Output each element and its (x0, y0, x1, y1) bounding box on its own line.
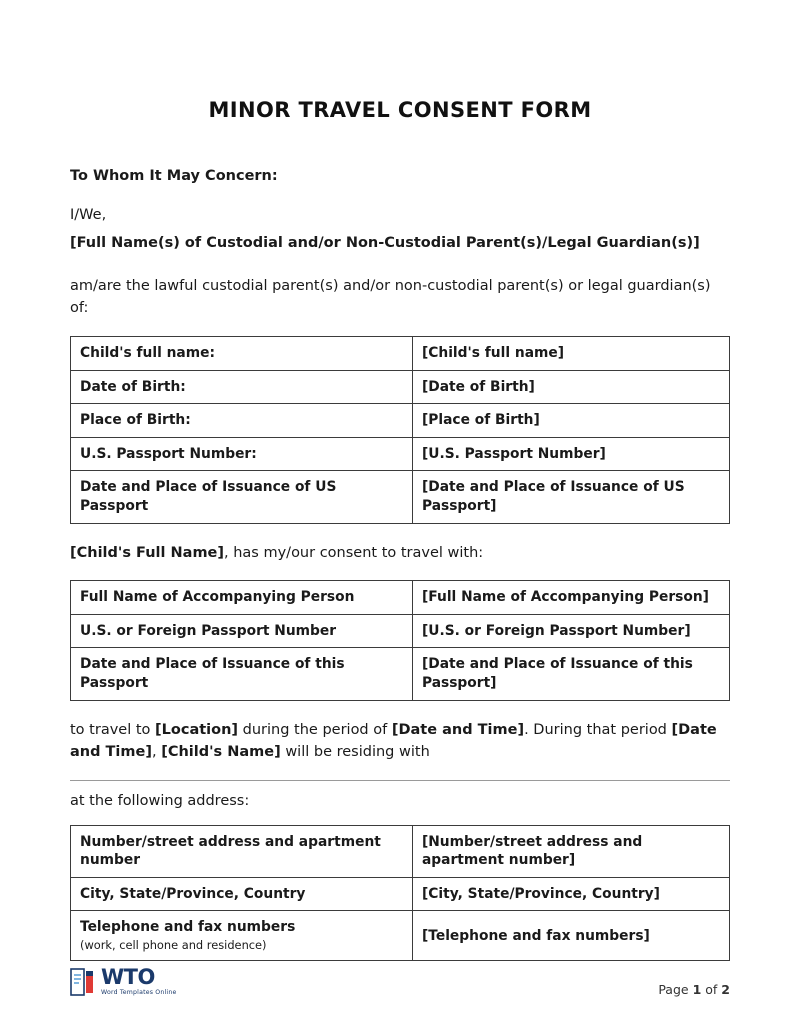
logo-tagline: Word Templates Online (101, 989, 177, 997)
page-number (658, 982, 730, 997)
consent-statement (70, 542, 730, 564)
page-of: of (705, 982, 718, 997)
page-total: 2 (721, 982, 730, 997)
travel-period-placeholder: [Date and Time] (391, 721, 525, 738)
document-book-icon (70, 967, 96, 997)
table-row (71, 336, 730, 370)
city-country-label: City, State/Province, Country (71, 877, 413, 911)
table-row (71, 911, 730, 961)
travel-text-5: will be residing with (280, 744, 430, 761)
travel-text-4: , (151, 744, 162, 761)
table-row (71, 370, 730, 404)
intro-line-1: I/We, (70, 207, 107, 223)
page-current: 1 (692, 982, 702, 997)
companion-passport-label: U.S. or Foreign Passport Number (71, 614, 413, 648)
table-row (71, 404, 730, 438)
travel-paragraph (70, 719, 730, 764)
child-details-table (70, 336, 730, 524)
accompanying-person-table (70, 580, 730, 701)
page-prefix: Page (658, 982, 689, 997)
page-title: MINOR TRAVEL CONSENT FORM (208, 98, 592, 122)
page-footer (70, 967, 730, 997)
companion-name-label: Full Name of Accompanying Person (71, 581, 413, 615)
city-country-value[interactable]: [City, State/Province, Country] (412, 877, 729, 911)
street-address-value[interactable]: [Number/street address and apartment number] (412, 825, 729, 877)
salutation: To Whom It May Concern: (70, 168, 278, 184)
intro-line-2-placeholder: [Full Name(s) of Custodial and/or Non-Custodial Parent(s)/Legal Guardian(s)] (70, 235, 700, 252)
travel-location-placeholder: [Location] (155, 721, 239, 738)
travel-text-1: to travel to (70, 721, 156, 738)
logo-text (101, 967, 176, 996)
travel-text-3: . During that period (524, 721, 672, 738)
companion-name-value[interactable]: [Full Name of Accompanying Person] (412, 581, 729, 615)
table-row (71, 825, 730, 877)
companion-passport-issuance-value[interactable]: [Date and Place of Issuance of this Passport] (412, 648, 729, 700)
logo-wto-text: WTO (101, 965, 155, 990)
address-intro: at the following address: (70, 792, 250, 809)
residence-address-table (70, 825, 730, 962)
travel-child-placeholder: [Child's Name] (161, 744, 281, 761)
wto-logo (70, 967, 176, 997)
table-row (71, 471, 730, 523)
child-name-value[interactable]: [Child's full name] (412, 336, 729, 370)
child-passport-value[interactable]: [U.S. Passport Number] (412, 437, 729, 471)
table-row (71, 614, 730, 648)
child-pob-value[interactable]: [Place of Birth] (412, 404, 729, 438)
child-dob-label: Date of Birth: (71, 370, 413, 404)
child-passport-issuance-label: Date and Place of Issuance of US Passport (71, 471, 413, 523)
telephone-value[interactable]: [Telephone and fax numbers] (412, 911, 729, 961)
travel-period2-placeholder: [Date and Time] (70, 721, 717, 761)
telephone-label-text: Telephone and fax numbers (80, 919, 296, 936)
table-row (71, 581, 730, 615)
table-row (71, 877, 730, 911)
consent-child-placeholder: [Child's Full Name] (70, 544, 225, 561)
companion-passport-issuance-label: Date and Place of Issuance of this Passport (71, 648, 413, 700)
travel-text-2: during the period of (238, 721, 392, 738)
table-row (71, 437, 730, 471)
child-passport-label: U.S. Passport Number: (71, 437, 413, 471)
intro-line-3: am/are the lawful custodial parent(s) and/or non-custodial parent(s) or legal guardian(s) of: (70, 277, 711, 317)
street-address-label: Number/street address and apartment number (71, 825, 413, 877)
telephone-sub-note: (work, cell phone and residence) (80, 938, 267, 953)
table-row (71, 648, 730, 700)
consent-rest-text: , has my/our consent to travel with: (224, 544, 484, 561)
companion-passport-value[interactable]: [U.S. or Foreign Passport Number] (412, 614, 729, 648)
child-passport-issuance-value[interactable]: [Date and Place of Issuance of US Passport] (412, 471, 729, 523)
child-dob-value[interactable]: [Date of Birth] (412, 370, 729, 404)
child-pob-label: Place of Birth: (71, 404, 413, 438)
child-name-label: Child's full name: (71, 336, 413, 370)
telephone-label (71, 911, 413, 961)
section-divider (70, 780, 730, 781)
